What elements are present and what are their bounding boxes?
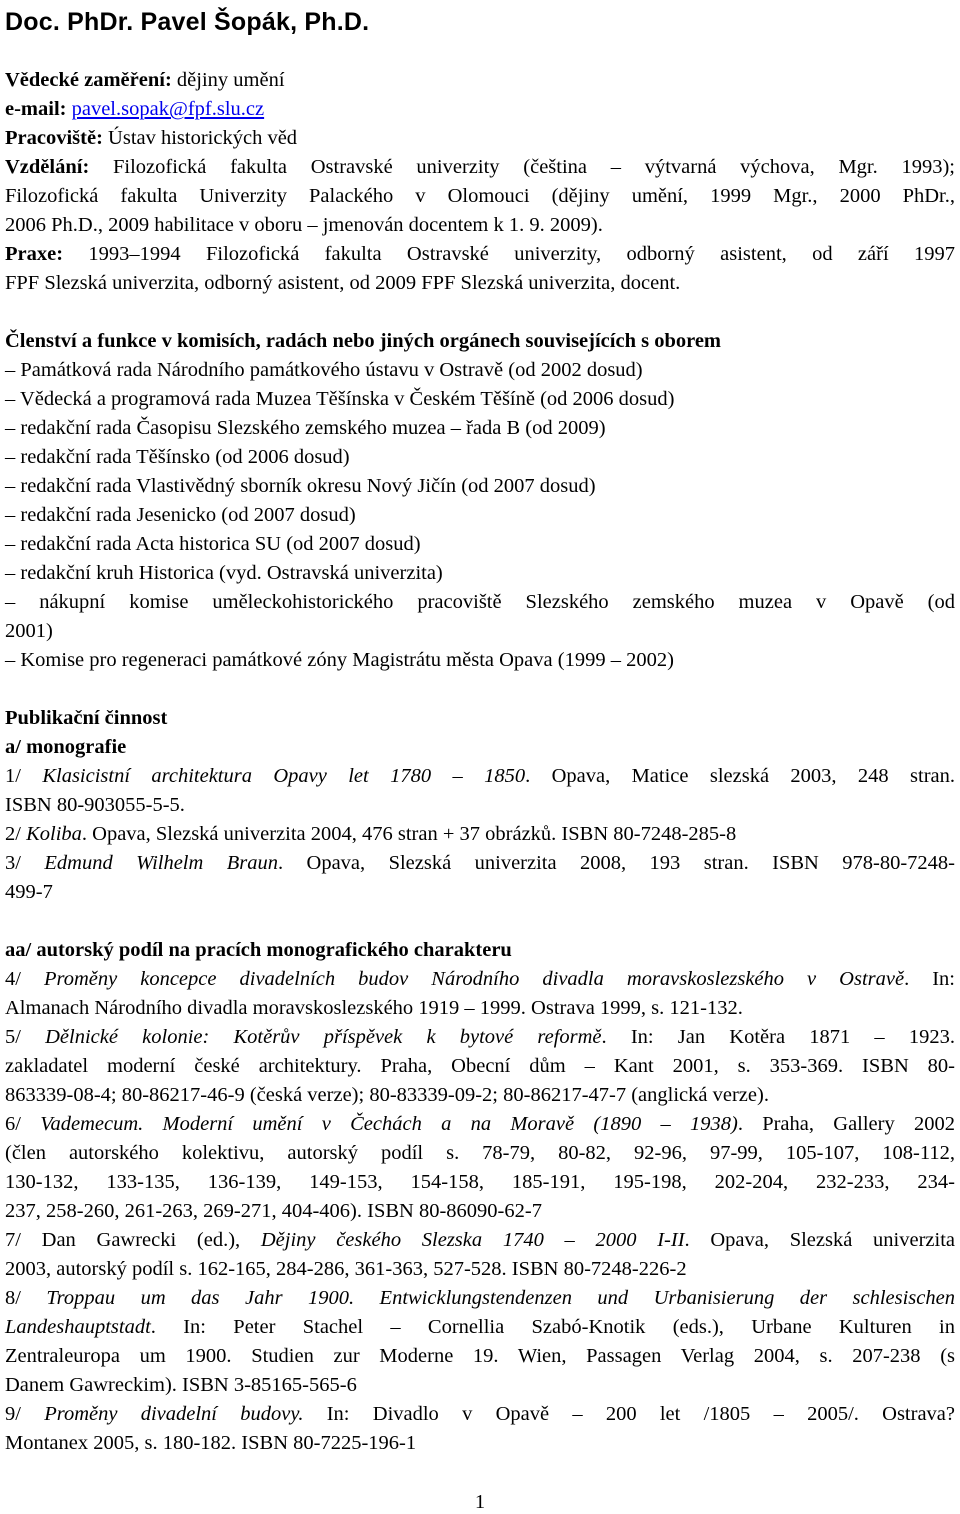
monographs-subheading: a/ monografie bbox=[5, 736, 127, 758]
publication-7-cont: 2003, autorský podíl s. 162-165, 284-286, 361-363, 527-528. ISBN 80-7248-226-2 bbox=[5, 1258, 687, 1280]
membership-item: – Komise pro regeneraci památkové zóny Magistrátu města Opava (1999 – 2002) bbox=[5, 649, 674, 671]
memberships-heading: Členství a funkce v komisích, radách nebo jiných orgánech souvisejících s oborem bbox=[5, 330, 721, 352]
publication-8 bbox=[5, 1284, 955, 1313]
publication-8-cont: Danem Gawreckim). ISBN 3-85165-565-6 bbox=[5, 1374, 357, 1396]
practice-text-1: 1993–1994 Filozofická fakulta Ostravské univerzity, odborný asistent, od září 1997 bbox=[63, 243, 955, 265]
workplace-value: Ústav historických věd bbox=[102, 127, 298, 149]
pub-details: In: Divadlo v Opavě – 200 let /1805 – 2005/. Ostrava? bbox=[303, 1403, 956, 1425]
page-title: Doc. PhDr. Pavel Šopák, Ph.D. bbox=[5, 8, 370, 36]
pub-title: Dějiny českého Slezska 1740 – 2000 I-II bbox=[260, 1229, 685, 1251]
membership-item: – redakční kruh Historica (vyd. Ostravská univerzita) bbox=[5, 562, 443, 584]
practice-line-2: FPF Slezská univerzita, odborný asistent, od 2009 FPF Slezská univerzita, docent. bbox=[5, 272, 681, 294]
email-label: e-mail: bbox=[5, 98, 67, 120]
authorship-subheading: aa/ autorský podíl na pracích monografického charakteru bbox=[5, 939, 512, 961]
pub-title: Vademecum. Moderní umění v Čechách a na Moravě (1890 – 1938) bbox=[40, 1113, 738, 1135]
publication-7 bbox=[5, 1226, 955, 1255]
pub-details: . In: Jan Kotěra 1871 – 1923. bbox=[601, 1026, 955, 1048]
research-value: dějiny umění bbox=[171, 69, 285, 91]
publication-9-cont: Montanex 2005, s. 180-182. ISBN 80-7225-196-1 bbox=[5, 1432, 417, 1454]
publication-8-cont: Zentraleuropa um 1900. Studien zur Moderne 19. Wien, Passagen Verlag 2004, s. 207-238 (s bbox=[5, 1345, 955, 1367]
publication-6-cont: 130-132, 133-135, 136-139, 149-153, 154-158, 185-191, 195-198, 202-204, 232-233, 234- bbox=[5, 1171, 955, 1193]
pub-details: . In: bbox=[904, 968, 955, 990]
education-line-2: Filozofická fakulta Univerzity Palackého v Olomouci (dějiny umění, 1999 Mgr., 2000 PhDr., bbox=[5, 185, 955, 207]
pub-title: Klasicistní architektura Opavy let 1780 – 1850 bbox=[42, 765, 526, 787]
pub-details: . Opava, Slezská univerzita 2008, 193 stran. ISBN 978-80-7248- bbox=[277, 852, 955, 874]
practice-label: Praxe: bbox=[5, 243, 64, 265]
publication-4 bbox=[5, 965, 955, 994]
education-line-1 bbox=[5, 153, 955, 182]
pub-title: Dělnické kolonie: Kotěrův příspěvek k bytové reformě bbox=[45, 1026, 602, 1048]
publication-3 bbox=[5, 849, 955, 878]
membership-item: 2001) bbox=[5, 620, 53, 642]
membership-item: – redakční rada Těšínsko (od 2006 dosud) bbox=[5, 446, 350, 468]
publications-heading: Publikační činnost bbox=[5, 707, 168, 729]
pub-number: 8/ bbox=[5, 1287, 47, 1309]
pub-details: . Opava, Slezská univerzita bbox=[684, 1229, 955, 1251]
pub-details: . Opava, Matice slezská 2003, 248 stran. bbox=[525, 765, 956, 787]
email-line bbox=[5, 95, 955, 124]
pub-title: Proměny koncepce divadelních budov Národního divadla moravskoslezského v Ostravě bbox=[43, 968, 905, 990]
publication-5 bbox=[5, 1023, 955, 1052]
membership-item: – Vědecká a programová rada Muzea Těšínska v Českém Těšíně (od 2006 dosud) bbox=[5, 388, 675, 410]
publication-1 bbox=[5, 762, 955, 791]
membership-item: – redakční rada Časopisu Slezského zemského muzea – řada B (od 2009) bbox=[5, 417, 606, 439]
pub-number: 2/ bbox=[5, 823, 27, 845]
spacer bbox=[5, 907, 955, 936]
membership-item: – redakční rada Vlastivědný sborník okresu Nový Jičín (od 2007 dosud) bbox=[5, 475, 596, 497]
education-text-1: Filozofická fakulta Ostravské univerzity (čeština – výtvarná výchova, Mgr. 1993); bbox=[89, 156, 955, 178]
publication-6-cont: 237, 258-260, 261-263, 269-271, 404-406). ISBN 80-86090-62-7 bbox=[5, 1200, 542, 1222]
membership-item: – redakční rada Acta historica SU (od 2007 dosud) bbox=[5, 533, 421, 555]
publication-5-cont: 863339-08-4; 80-86217-46-9 (česká verze); 80-83339-09-2; 80-86217-47-7 (anglická verze). bbox=[5, 1084, 769, 1106]
pub-details: . Praha, Gallery 2002 bbox=[737, 1113, 955, 1135]
pub-number: 3/ bbox=[5, 852, 45, 874]
education-line-3: 2006 Ph.D., 2009 habilitace v oboru – jmenován docentem k 1. 9. 2009). bbox=[5, 214, 603, 236]
pub-number: 7/ Dan Gawrecki (ed.), bbox=[5, 1229, 261, 1251]
page-number: 1 bbox=[474, 1491, 486, 1513]
pub-title: Koliba bbox=[26, 823, 82, 845]
publication-1-cont: ISBN 80-903055-5-5. bbox=[5, 794, 185, 816]
membership-item: – nákupní komise uměleckohistorického pracoviště Slezského zemského muzea v Opavě (od bbox=[5, 591, 955, 613]
education-label: Vzdělání: bbox=[5, 156, 90, 178]
pub-number: 9/ bbox=[5, 1403, 45, 1425]
spacer bbox=[5, 298, 955, 327]
publication-2 bbox=[5, 820, 955, 849]
pub-number: 1/ bbox=[5, 765, 43, 787]
research-label: Vědecké zaměření: bbox=[5, 69, 172, 91]
pub-number: 6/ bbox=[5, 1113, 41, 1135]
pub-title: Landeshauptstadt bbox=[5, 1316, 151, 1338]
spacer bbox=[5, 675, 955, 704]
pub-details: . In: Peter Stachel – Cornellia Szabó-Knotik (eds.), Urbane Kulturen in bbox=[150, 1316, 955, 1338]
email-link[interactable]: pavel.sopak@fpf.slu.cz bbox=[71, 98, 265, 120]
pub-details: . Opava, Slezská univerzita 2004, 476 stran + 37 obrázků. ISBN 80-7248-285-8 bbox=[81, 823, 737, 845]
publication-6 bbox=[5, 1110, 955, 1139]
publication-3-cont: 499-7 bbox=[5, 881, 53, 903]
document-page bbox=[5, 6, 955, 1458]
membership-item: – redakční rada Jesenicko (od 2007 dosud) bbox=[5, 504, 356, 526]
membership-item: – Památková rada Národního památkového ústavu v Ostravě (od 2002 dosud) bbox=[5, 359, 643, 381]
publication-9 bbox=[5, 1400, 955, 1429]
pub-number: 4/ bbox=[5, 968, 44, 990]
publication-4-cont: Almanach Národního divadla moravskoslezského 1919 – 1999. Ostrava 1999, s. 121-132. bbox=[5, 997, 743, 1019]
pub-number: 5/ bbox=[5, 1026, 46, 1048]
publication-6-cont: (člen autorského kolektivu, autorský podíl s. 78-79, 80-82, 92-96, 97-99, 105-107, 108-112, bbox=[5, 1142, 955, 1164]
workplace-line bbox=[5, 124, 955, 153]
publication-8-cont bbox=[5, 1313, 955, 1342]
pub-title: Troppau um das Jahr 1900. Entwicklungstendenzen und Urbanisierung der schlesischen bbox=[46, 1287, 955, 1309]
workplace-label: Pracoviště: bbox=[5, 127, 103, 149]
practice-line-1 bbox=[5, 240, 955, 269]
research-line bbox=[5, 66, 955, 95]
pub-title: Edmund Wilhelm Braun bbox=[44, 852, 278, 874]
pub-title: Proměny divadelní budovy. bbox=[44, 1403, 304, 1425]
publication-5-cont: zakladatel moderní české architektury. Praha, Obecní dům – Kant 2001, s. 353-369. ISBN 80- bbox=[5, 1055, 955, 1077]
